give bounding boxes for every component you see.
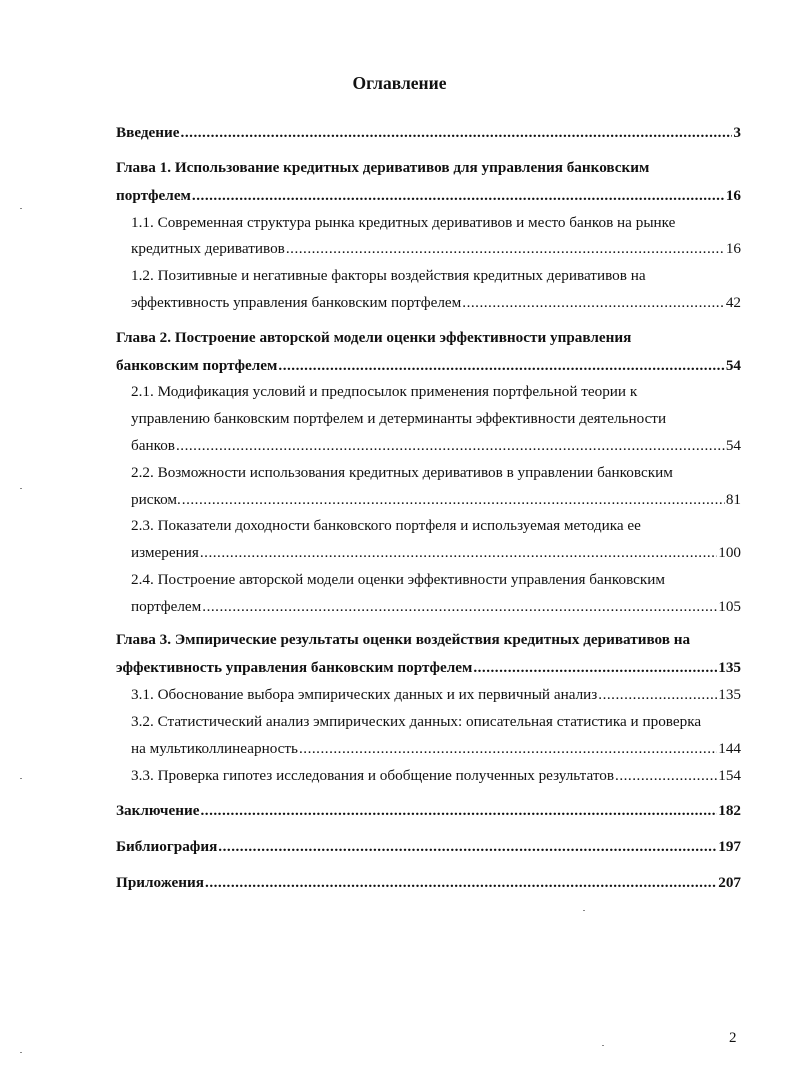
scan-speck [583, 910, 585, 911]
toc-leader-dots [462, 294, 725, 312]
toc-entry-label: Введение [116, 124, 180, 141]
toc-page-number: 81 [725, 491, 741, 508]
toc-entry-label: портфелем [131, 598, 202, 615]
toc-entry-label: риском. [131, 491, 181, 508]
toc-page-number: 54 [725, 437, 741, 454]
toc-leader-dots [202, 598, 717, 616]
toc-chapter-2-title: Глава 2. Построение авторской модели оценки эффективности управления [116, 329, 632, 346]
toc-section-1-2-title: 1.2. Позитивные и негативные факторы воздействия кредитных деривативов на [131, 267, 646, 284]
toc-leader-dots [615, 767, 717, 785]
toc-entry-label: измерения [131, 544, 199, 561]
toc-entry-section-3-2 [131, 740, 741, 758]
toc-entry-section-1-2 [131, 294, 741, 312]
toc-leader-dots [205, 874, 717, 892]
scan-speck [20, 208, 22, 209]
scan-speck [602, 1045, 604, 1046]
toc-entry-bibliography [116, 838, 741, 856]
toc-section-2-1-title-cont: управлению банковским портфелем и детерминанты эффективности деятельности [131, 410, 667, 427]
toc-page-number: 135 [718, 659, 741, 676]
toc-entry-label: Приложения [116, 874, 205, 891]
toc-leader-dots [473, 659, 717, 677]
toc-entry-label: Библиография [116, 838, 218, 855]
toc-leader-dots [181, 124, 733, 142]
toc-leader-dots [200, 544, 717, 562]
toc-leader-dots [176, 437, 725, 455]
toc-leader-dots [192, 187, 725, 205]
toc-entry-section-2-4 [131, 598, 741, 616]
toc-leader-dots [218, 838, 717, 856]
toc-page-number: 197 [718, 838, 741, 855]
toc-page-number: 182 [718, 802, 741, 819]
toc-entry-label: эффективность управления банковским портфелем [116, 659, 473, 676]
toc-entry-appendices [116, 874, 741, 892]
toc-entry-chapter-2 [116, 357, 741, 375]
toc-entry-section-3-3 [131, 767, 741, 785]
toc-entry-section-2-1 [131, 437, 741, 455]
toc-entry-label: Заключение [116, 802, 200, 819]
toc-page-number: 16 [725, 187, 741, 204]
toc-section-2-2-title: 2.2. Возможности использования кредитных деривативов в управлении банковским [131, 464, 673, 481]
toc-section-2-1-title: 2.1. Модификация условий и предпосылок применения портфельной теории к [131, 383, 638, 400]
toc-leader-dots [598, 686, 717, 704]
toc-page-number: 54 [725, 357, 741, 374]
toc-section-2-4-title: 2.4. Построение авторской модели оценки эффективности управления банковским [131, 571, 666, 588]
toc-leader-dots [286, 240, 725, 258]
toc-entry-chapter-1 [116, 187, 741, 205]
toc-page-number: 105 [718, 598, 741, 615]
toc-page-number: 3 [733, 124, 741, 141]
toc-chapter-3-title: Глава 3. Эмпирические результаты оценки воздействия кредитных деривативов на [116, 631, 691, 648]
toc-section-1-1-title: 1.1. Современная структура рынка кредитных деривативов и место банков на рынке [131, 214, 676, 231]
toc-leader-dots [200, 802, 717, 820]
toc-leader-dots [182, 491, 725, 509]
toc-entry-conclusion [116, 802, 741, 820]
toc-page-number: 154 [718, 767, 741, 784]
toc-entry-section-3-1 [131, 686, 741, 704]
page-number: 2 [729, 1030, 737, 1046]
toc-entry-label: эффективность управления банковским портфелем [131, 294, 462, 311]
toc-leader-dots [278, 357, 724, 375]
toc-entry-label: кредитных деривативов [131, 240, 285, 257]
toc-page-number: 207 [718, 874, 741, 891]
toc-entry-label: 3.3. Проверка гипотез исследования и обобщение полученных результатов [131, 767, 615, 784]
scan-speck [20, 488, 22, 489]
toc-entry-chapter-3 [116, 659, 741, 677]
toc-leader-dots [299, 740, 717, 758]
toc-entry-section-2-3 [131, 544, 741, 562]
toc-entry-label: банковским портфелем [116, 357, 278, 374]
scan-speck [20, 1052, 22, 1053]
toc-chapter-1-title: Глава 1. Использование кредитных деривативов для управления банковским [116, 159, 650, 176]
toc-entry-section-1-1 [131, 240, 741, 258]
toc-page-number: 144 [718, 740, 741, 757]
toc-entry-intro [116, 124, 741, 142]
toc-page-number: 100 [718, 544, 741, 561]
toc-section-2-3-title: 2.3. Показатели доходности банковского портфеля и используемая методика ее [131, 517, 641, 534]
toc-page-number: 42 [725, 294, 741, 311]
toc-page-number: 16 [725, 240, 741, 257]
toc-entry-label: банков [131, 437, 175, 454]
scan-speck [20, 778, 22, 779]
toc-entry-label: 3.1. Обоснование выбора эмпирических данных и их первичный анализ [131, 686, 598, 703]
toc-entry-label: портфелем [116, 187, 191, 204]
toc-section-3-2-title: 3.2. Статистический анализ эмпирических данных: описательная статистика и проверка [131, 713, 702, 730]
toc-page-number: 135 [718, 686, 741, 703]
page-title: Оглавление [352, 73, 447, 93]
toc-entry-label: на мультиколлинеарность [131, 740, 298, 757]
toc-entry-section-2-2 [131, 491, 741, 509]
